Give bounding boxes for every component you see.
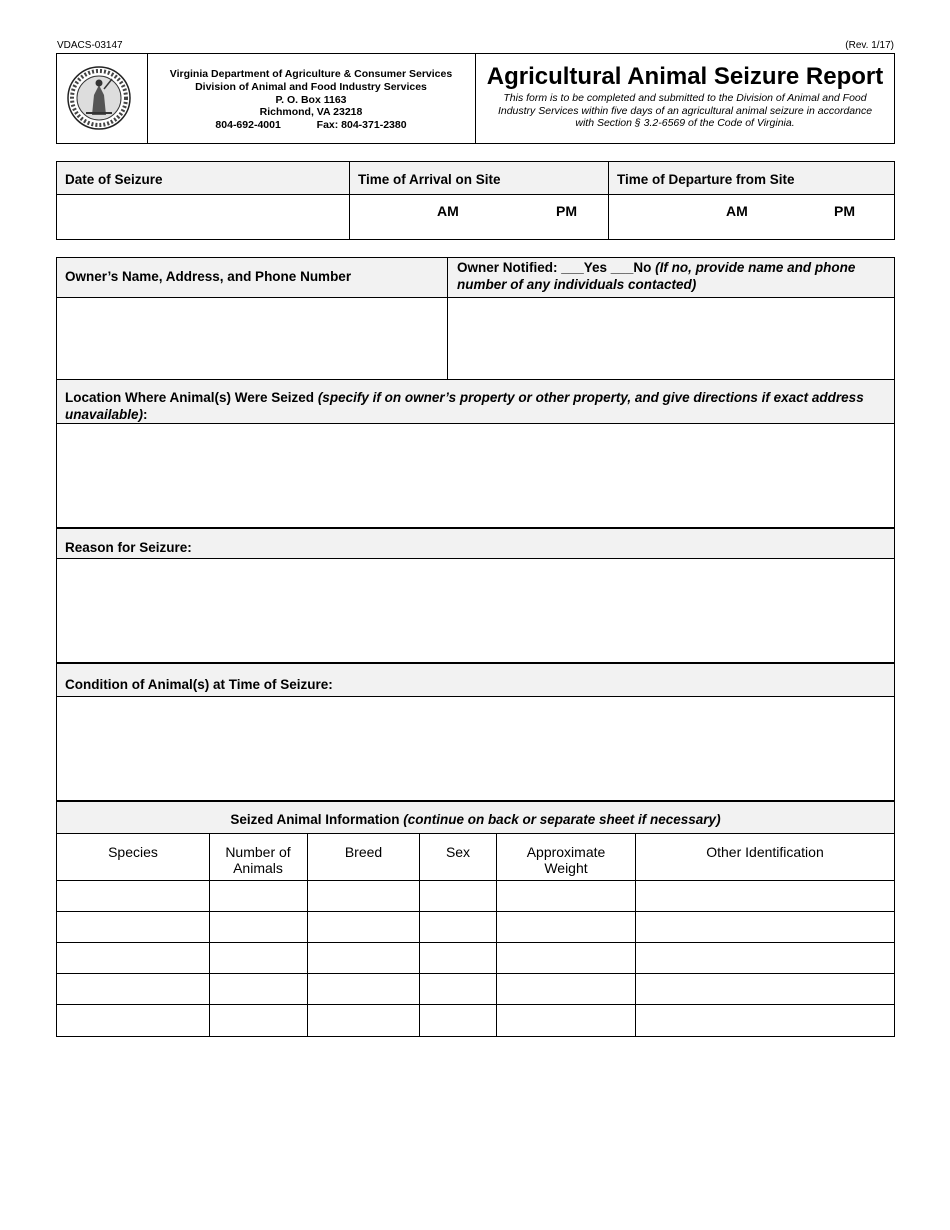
col-sex: Sex: [445, 844, 471, 860]
col-number-of-animals: Number of Animals: [225, 844, 291, 876]
table-row[interactable]: [57, 881, 894, 911]
reason-field[interactable]: [57, 559, 894, 661]
location-suffix: :: [143, 407, 148, 422]
table-row[interactable]: [57, 943, 894, 973]
agency-address: [148, 68, 474, 132]
departure-am: AM: [726, 203, 748, 219]
owner-notified-note: (If no, provide name and phone number of any individuals contacted): [457, 260, 856, 292]
revision: (Rev. 1/17): [845, 40, 894, 51]
arrival-time-label: Time of Arrival on Site: [358, 172, 501, 187]
condition-field[interactable]: [57, 697, 894, 800]
owner-name-label: Owner’s Name, Address, and Phone Number: [65, 269, 352, 284]
form-id: VDACS-03147: [57, 40, 123, 51]
table-row[interactable]: [57, 912, 894, 942]
owner-notified-label: [457, 259, 889, 293]
location-field[interactable]: [57, 424, 894, 526]
table-row[interactable]: [57, 1005, 894, 1036]
state-seal-logo: [66, 65, 132, 131]
owner-notified-prefix: Owner Notified: ___Yes ___No: [457, 260, 656, 275]
contacted-individuals-field[interactable]: [448, 298, 894, 378]
phone-number: 804-692-4001: [215, 119, 281, 132]
animal-table-heading: [57, 812, 894, 827]
departure-time-label: Time of Departure from Site: [617, 172, 795, 187]
contact-line: [148, 119, 474, 132]
date-of-seizure-label: Date of Seizure: [65, 172, 163, 187]
form-instructions: This form is to be completed and submitted to the Division of Animal and Food Industry Services within five days of an agricultural animal seizure in accordance with Section § 3.2-6569 of the Code of Virginia.: [497, 92, 873, 129]
reason-label: Reason for Seizure:: [65, 540, 192, 555]
address-line: Division of Animal and Food Industry Services: [195, 80, 427, 93]
animal-heading-text: Seized Animal Information: [230, 812, 404, 827]
location-label-text: Location Where Animal(s) Were Seized: [65, 390, 318, 405]
address-line: P. O. Box 1163: [275, 93, 347, 106]
col-species: Species: [108, 844, 158, 860]
condition-label: Condition of Animal(s) at Time of Seizure:: [65, 677, 333, 692]
table-row[interactable]: [57, 974, 894, 1004]
page-title: Agricultural Animal Seizure Report: [486, 63, 884, 90]
departure-pm: PM: [834, 203, 855, 219]
location-note: (specify if on owner’s property or other property, and give directions if exact address unavailable): [65, 390, 864, 422]
address-line: Virginia Department of Agriculture & Consumer Services: [169, 68, 453, 80]
date-of-seizure-field[interactable]: [57, 195, 348, 239]
arrival-am: AM: [437, 203, 459, 219]
arrival-pm: PM: [556, 203, 577, 219]
fax-number: Fax: 804-371-2380: [316, 119, 407, 132]
col-breed: Breed: [344, 844, 383, 860]
location-label: [65, 389, 865, 423]
animal-heading-note: (continue on back or separate sheet if necessary): [403, 812, 721, 827]
address-line: Richmond, VA 23218: [259, 106, 363, 119]
col-other-identification: Other Identification: [706, 844, 824, 860]
owner-info-field[interactable]: [57, 298, 446, 378]
col-approx-weight: Approximate Weight: [526, 844, 606, 876]
